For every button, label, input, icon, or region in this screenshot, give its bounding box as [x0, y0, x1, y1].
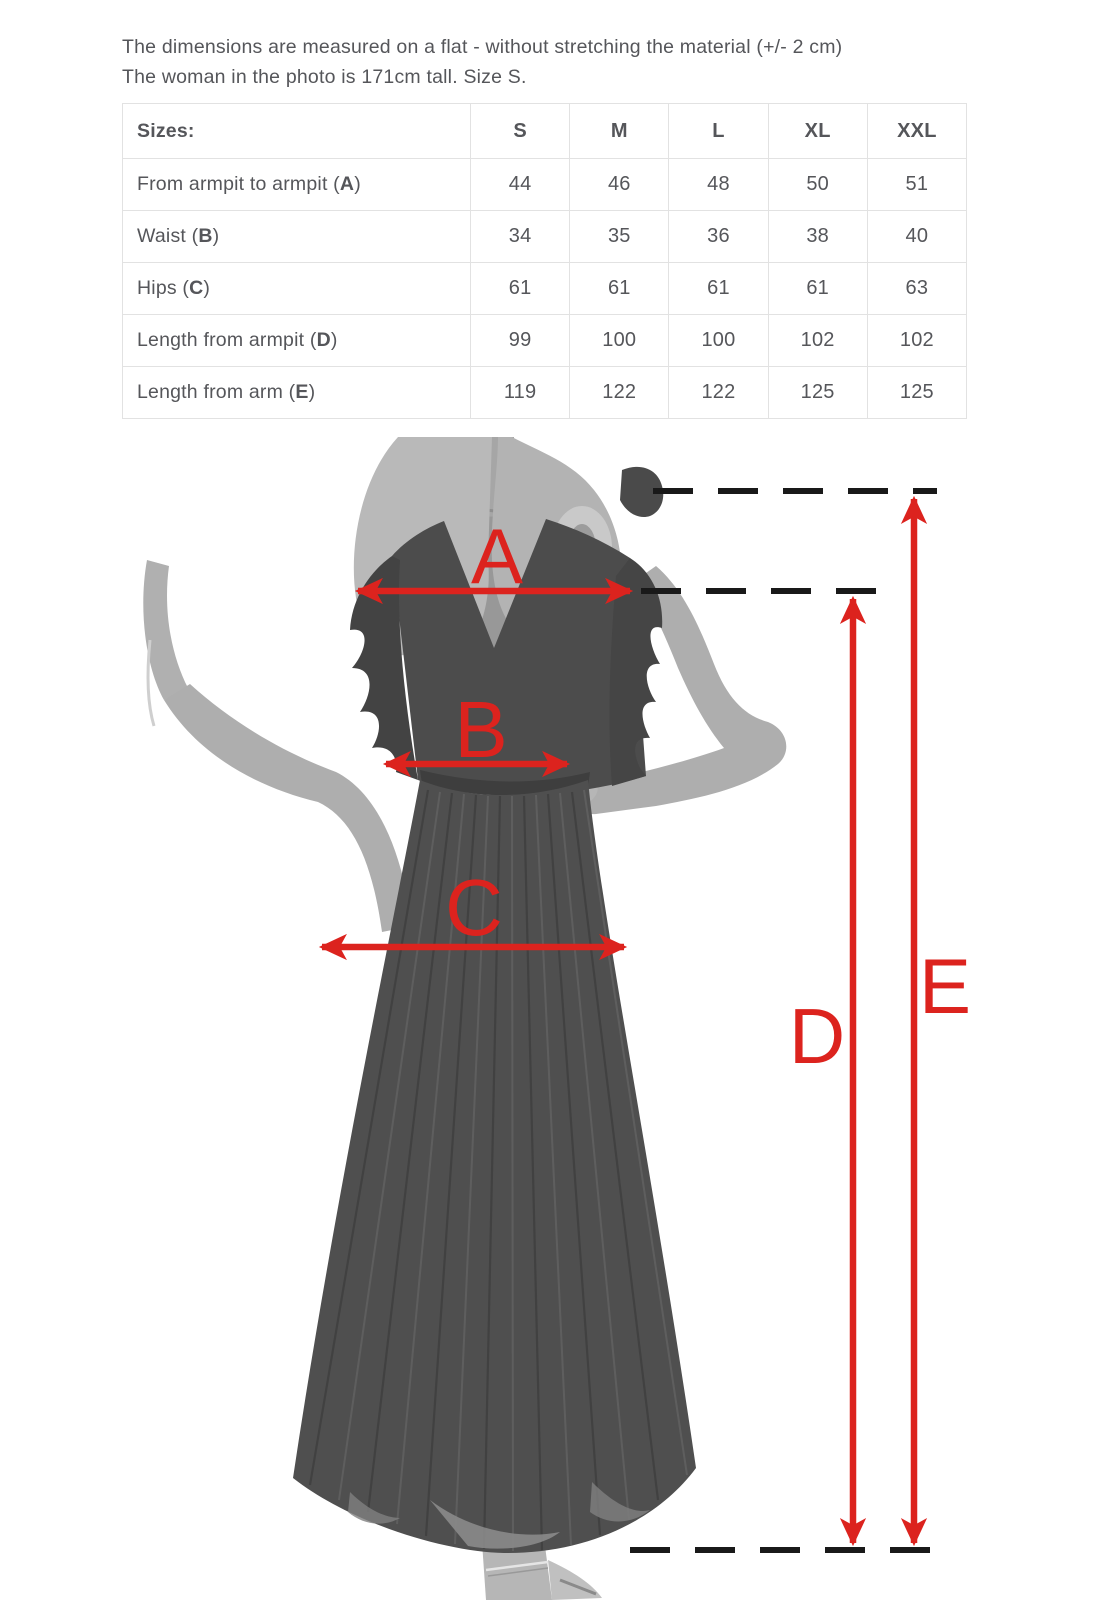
- size-value-cell: 34: [471, 211, 570, 263]
- size-value-cell: 122: [669, 367, 768, 419]
- size-value-cell: 35: [570, 211, 669, 263]
- size-value-cell: 50: [768, 159, 867, 211]
- size-value-cell: 122: [570, 367, 669, 419]
- table-row: [123, 315, 967, 367]
- table-row: [123, 211, 967, 263]
- size-value-cell: 61: [471, 263, 570, 315]
- measure-arrow-e: [914, 499, 971, 1543]
- size-value-cell: 63: [867, 263, 966, 315]
- table-row: [123, 263, 967, 315]
- size-value-cell: 125: [867, 367, 966, 419]
- size-value-cell: 36: [669, 211, 768, 263]
- intro-line-2: The woman in the photo is 171cm tall. Size S.: [122, 66, 527, 88]
- size-col-header: XL: [768, 104, 867, 159]
- measure-label-d: D: [788, 992, 846, 1080]
- size-value-cell: 51: [867, 159, 966, 211]
- size-table-head-row: [123, 104, 967, 159]
- size-chart-table: [122, 103, 967, 419]
- size-col-header: XXL: [867, 104, 966, 159]
- table-row: [123, 367, 967, 419]
- size-value-cell: 102: [768, 315, 867, 367]
- size-value-cell: 61: [768, 263, 867, 315]
- sizes-header: Sizes:: [123, 104, 471, 159]
- size-col-header: M: [570, 104, 669, 159]
- intro-text: [122, 32, 842, 92]
- intro-line-1: The dimensions are measured on a flat - without stretching the material (+/- 2 cm): [122, 36, 843, 58]
- size-value-cell: 125: [768, 367, 867, 419]
- size-diagram: [0, 437, 1100, 1600]
- size-value-cell: 99: [471, 315, 570, 367]
- measure-label-a: A: [470, 512, 524, 600]
- size-value-cell: 61: [570, 263, 669, 315]
- size-value-cell: 48: [669, 159, 768, 211]
- size-value-cell: 61: [669, 263, 768, 315]
- size-table-body: [123, 159, 967, 419]
- measure-label-b: B: [454, 685, 508, 774]
- row-label: Length from armpit (D): [123, 315, 471, 367]
- size-value-cell: 102: [867, 315, 966, 367]
- row-label: Hips (C): [123, 263, 471, 315]
- model-photo: [143, 437, 786, 1600]
- row-label: From armpit to armpit (A): [123, 159, 471, 211]
- size-value-cell: 44: [471, 159, 570, 211]
- size-value-cell: 46: [570, 159, 669, 211]
- size-col-header: L: [669, 104, 768, 159]
- size-value-cell: 119: [471, 367, 570, 419]
- size-value-cell: 100: [570, 315, 669, 367]
- measure-label-e: E: [918, 942, 972, 1030]
- size-value-cell: 100: [669, 315, 768, 367]
- row-label: Waist (B): [123, 211, 471, 263]
- table-row: [123, 159, 967, 211]
- size-value-cell: 40: [867, 211, 966, 263]
- measure-label-c: C: [445, 863, 503, 952]
- measure-arrow-d: [789, 599, 853, 1543]
- size-col-header: S: [471, 104, 570, 159]
- row-label: Length from arm (E): [123, 367, 471, 419]
- size-value-cell: 38: [768, 211, 867, 263]
